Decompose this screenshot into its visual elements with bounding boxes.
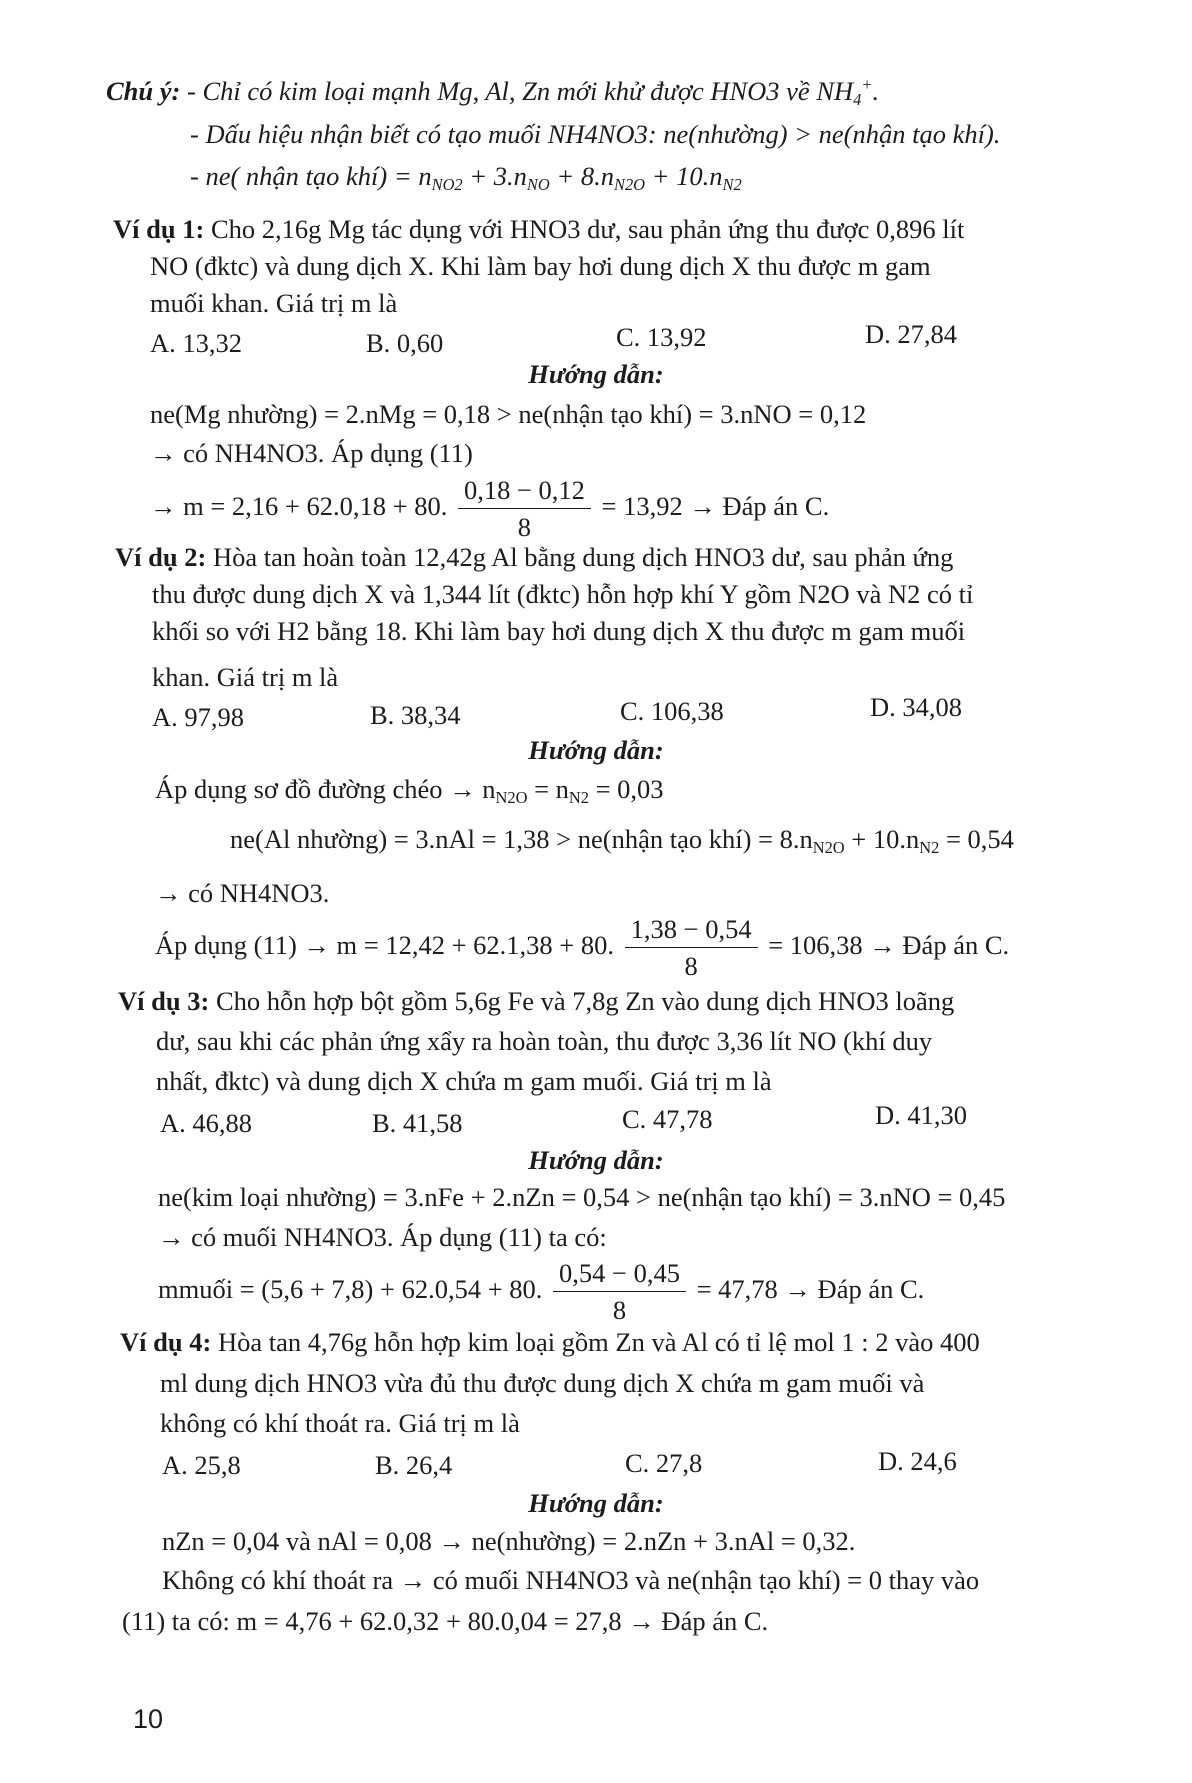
- note-label: Chú ý:: [106, 76, 181, 106]
- example-2-fraction: $\frac{1,38 - 0,54}{8}$: [625, 912, 758, 984]
- example-2-label: Ví dụ 2:: [115, 542, 207, 572]
- example-2-option-b: B. 38,34: [370, 700, 461, 730]
- example-3-line-2: dư, sau khi các phản ứng xẩy ra hoàn toàn, thu được 3,36 lít NO (khí duy: [156, 1026, 933, 1056]
- example-2-solution-1: Áp dụng sơ đồ đường chéo → $n_{N2O} = n_{N2} = 0,03$: [155, 774, 664, 807]
- example-4-label: Ví dụ 4:: [120, 1327, 212, 1357]
- example-4-line-1: Ví dụ 4: Hòa tan 4,76g hỗn hợp kim loại gồm Zn và Al có tỉ lệ mol 1 : 2 vào 400: [120, 1327, 980, 1357]
- example-2-line-3: khối so với H2 bằng 18. Khi làm bay hơi dung dịch X thu được m gam muối: [152, 616, 966, 646]
- example-2-option-a: A. 97,98: [152, 702, 245, 732]
- example-2-line-4: khan. Giá trị m là: [152, 662, 339, 692]
- example-3-option-c: C. 47,78: [622, 1104, 713, 1134]
- example-2-line-1: Ví dụ 2: Hòa tan hoàn toàn 12,42g Al bằng dung dịch HNO3 dư, sau phản ứng: [115, 542, 954, 572]
- example-4-line-3: không có khí thoát ra. Giá trị m là: [160, 1408, 520, 1438]
- example-1-solution-1: ne(Mg nhường) = 2.nMg = 0,18 > ne(nhận tạo khí) = 3.nNO = 0,12: [150, 399, 867, 429]
- example-1-solution-2: → có NH4NO3. Áp dụng (11): [150, 438, 473, 468]
- page-number: 10: [133, 1704, 164, 1734]
- example-2-line-2: thu được dung dịch X và 1,344 lít (đktc) hỗn hợp khí Y gồm N2O và N2 có tỉ: [152, 579, 974, 609]
- example-1-guide-heading: Hướng dẫn:: [528, 359, 664, 389]
- example-4-solution-1: nZn = 0,04 và nAl = 0,08 → ne(nhường) = 2.nZn + 3.nAl = 0,32.: [162, 1526, 856, 1556]
- example-4-solution-2: Không có khí thoát ra → có muối NH4NO3 và ne(nhận tạo khí) = 0 thay vào: [162, 1565, 980, 1595]
- example-3-line-3: nhất, đktc) và dung dịch X chứa m gam muối. Giá trị m là: [156, 1066, 772, 1096]
- example-3-solution-2: → có muối NH4NO3. Áp dụng (11) ta có:: [158, 1222, 607, 1252]
- example-4-option-c: C. 27,8: [625, 1448, 703, 1478]
- example-3-line-1: Ví dụ 3: Cho hỗn hợp bột gồm 5,6g Fe và 7,8g Zn vào dung dịch HNO3 loãng: [118, 986, 955, 1016]
- example-3-solution-3: mmuối = (5,6 + 7,8) + 62.0,54 + 80. $\frac{0,54 - 0,45}{8}$ = 47,78 → Đáp án C.: [158, 1256, 924, 1328]
- note-line-3: - ne( nhận tạo khí) = $n_{NO2} + 3.n_{NO} + 8.n_{N2O} + 10.n_{N2}$: [190, 161, 742, 194]
- example-1-option-d: D. 27,84: [865, 319, 958, 349]
- example-1-solution-3: → m = 2,16 + 62.0,18 + 80. $\frac{0,18 - 0,12}{8}$ = 13,92 → Đáp án C.: [150, 473, 829, 545]
- example-2-solution-4: Áp dụng (11) → m = 12,42 + 62.1,38 + 80. $\frac{1,38 - 0,54}{8}$ = 106,38 → Đáp án C.: [155, 912, 1009, 984]
- example-3-guide-heading: Hướng dẫn:: [528, 1145, 664, 1175]
- example-3-fraction: $\frac{0,54 - 0,45}{8}$: [553, 1256, 686, 1328]
- example-1-fraction: $\frac{0,18 - 0,12}{8}$: [458, 473, 591, 545]
- example-1-label: Ví dụ 1:: [113, 214, 205, 244]
- example-2-option-c: C. 106,38: [620, 696, 724, 726]
- example-2-solution-2: ne(Al nhường) = 3.nAl = 1,38 > ne(nhận tạo khí) = $8.n_{N2O} + 10.n_{N2} = 0,54$: [230, 824, 1014, 857]
- example-4-option-a: A. 25,8: [162, 1450, 241, 1480]
- example-4-option-b: B. 26,4: [375, 1450, 453, 1480]
- example-3-option-b: B. 41,58: [372, 1108, 463, 1138]
- example-3-solution-1: ne(kim loại nhường) = 3.nFe + 2.nZn = 0,54 > ne(nhận tạo khí) = 3.nNO = 0,45: [158, 1182, 1006, 1212]
- example-4-solution-3: (11) ta có: m = 4,76 + 62.0,32 + 80.0,04 = 27,8 → Đáp án C.: [122, 1606, 769, 1636]
- example-2-solution-3: → có NH4NO3.: [155, 878, 330, 908]
- example-1-line-2: NO (đktc) và dung dịch X. Khi làm bay hơi dung dịch X thu được m gam: [150, 251, 931, 281]
- example-1-option-c: C. 13,92: [616, 322, 707, 352]
- example-4-line-2: ml dung dịch HNO3 vừa đủ thu được dung dịch X chứa m gam muối và: [160, 1368, 925, 1398]
- example-1-option-a: A. 13,32: [150, 328, 243, 358]
- example-3-option-a: A. 46,88: [160, 1108, 253, 1138]
- example-4-option-d: D. 24,6: [878, 1446, 957, 1476]
- example-1-line-1: Ví dụ 1: Cho 2,16g Mg tác dụng với HNO3 dư, sau phản ứng thu được 0,896 lít: [113, 214, 965, 244]
- example-3-option-d: D. 41,30: [875, 1100, 968, 1130]
- example-1-line-3: muối khan. Giá trị m là: [150, 288, 398, 318]
- note-line-2: - Dấu hiệu nhận biết có tạo muối NH4NO3: ne(nhường) > ne(nhận tạo khí).: [190, 119, 1001, 149]
- example-2-option-d: D. 34,08: [870, 692, 963, 722]
- example-3-label: Ví dụ 3:: [118, 986, 210, 1016]
- example-2-guide-heading: Hướng dẫn:: [528, 735, 664, 765]
- note-line-1: Chú ý: - Chỉ có kim loại mạnh Mg, Al, Zn mới khử được HNO3 về $NH_4^+$.: [106, 75, 880, 109]
- example-1-option-b: B. 0,60: [366, 328, 444, 358]
- example-4-guide-heading: Hướng dẫn:: [528, 1488, 664, 1518]
